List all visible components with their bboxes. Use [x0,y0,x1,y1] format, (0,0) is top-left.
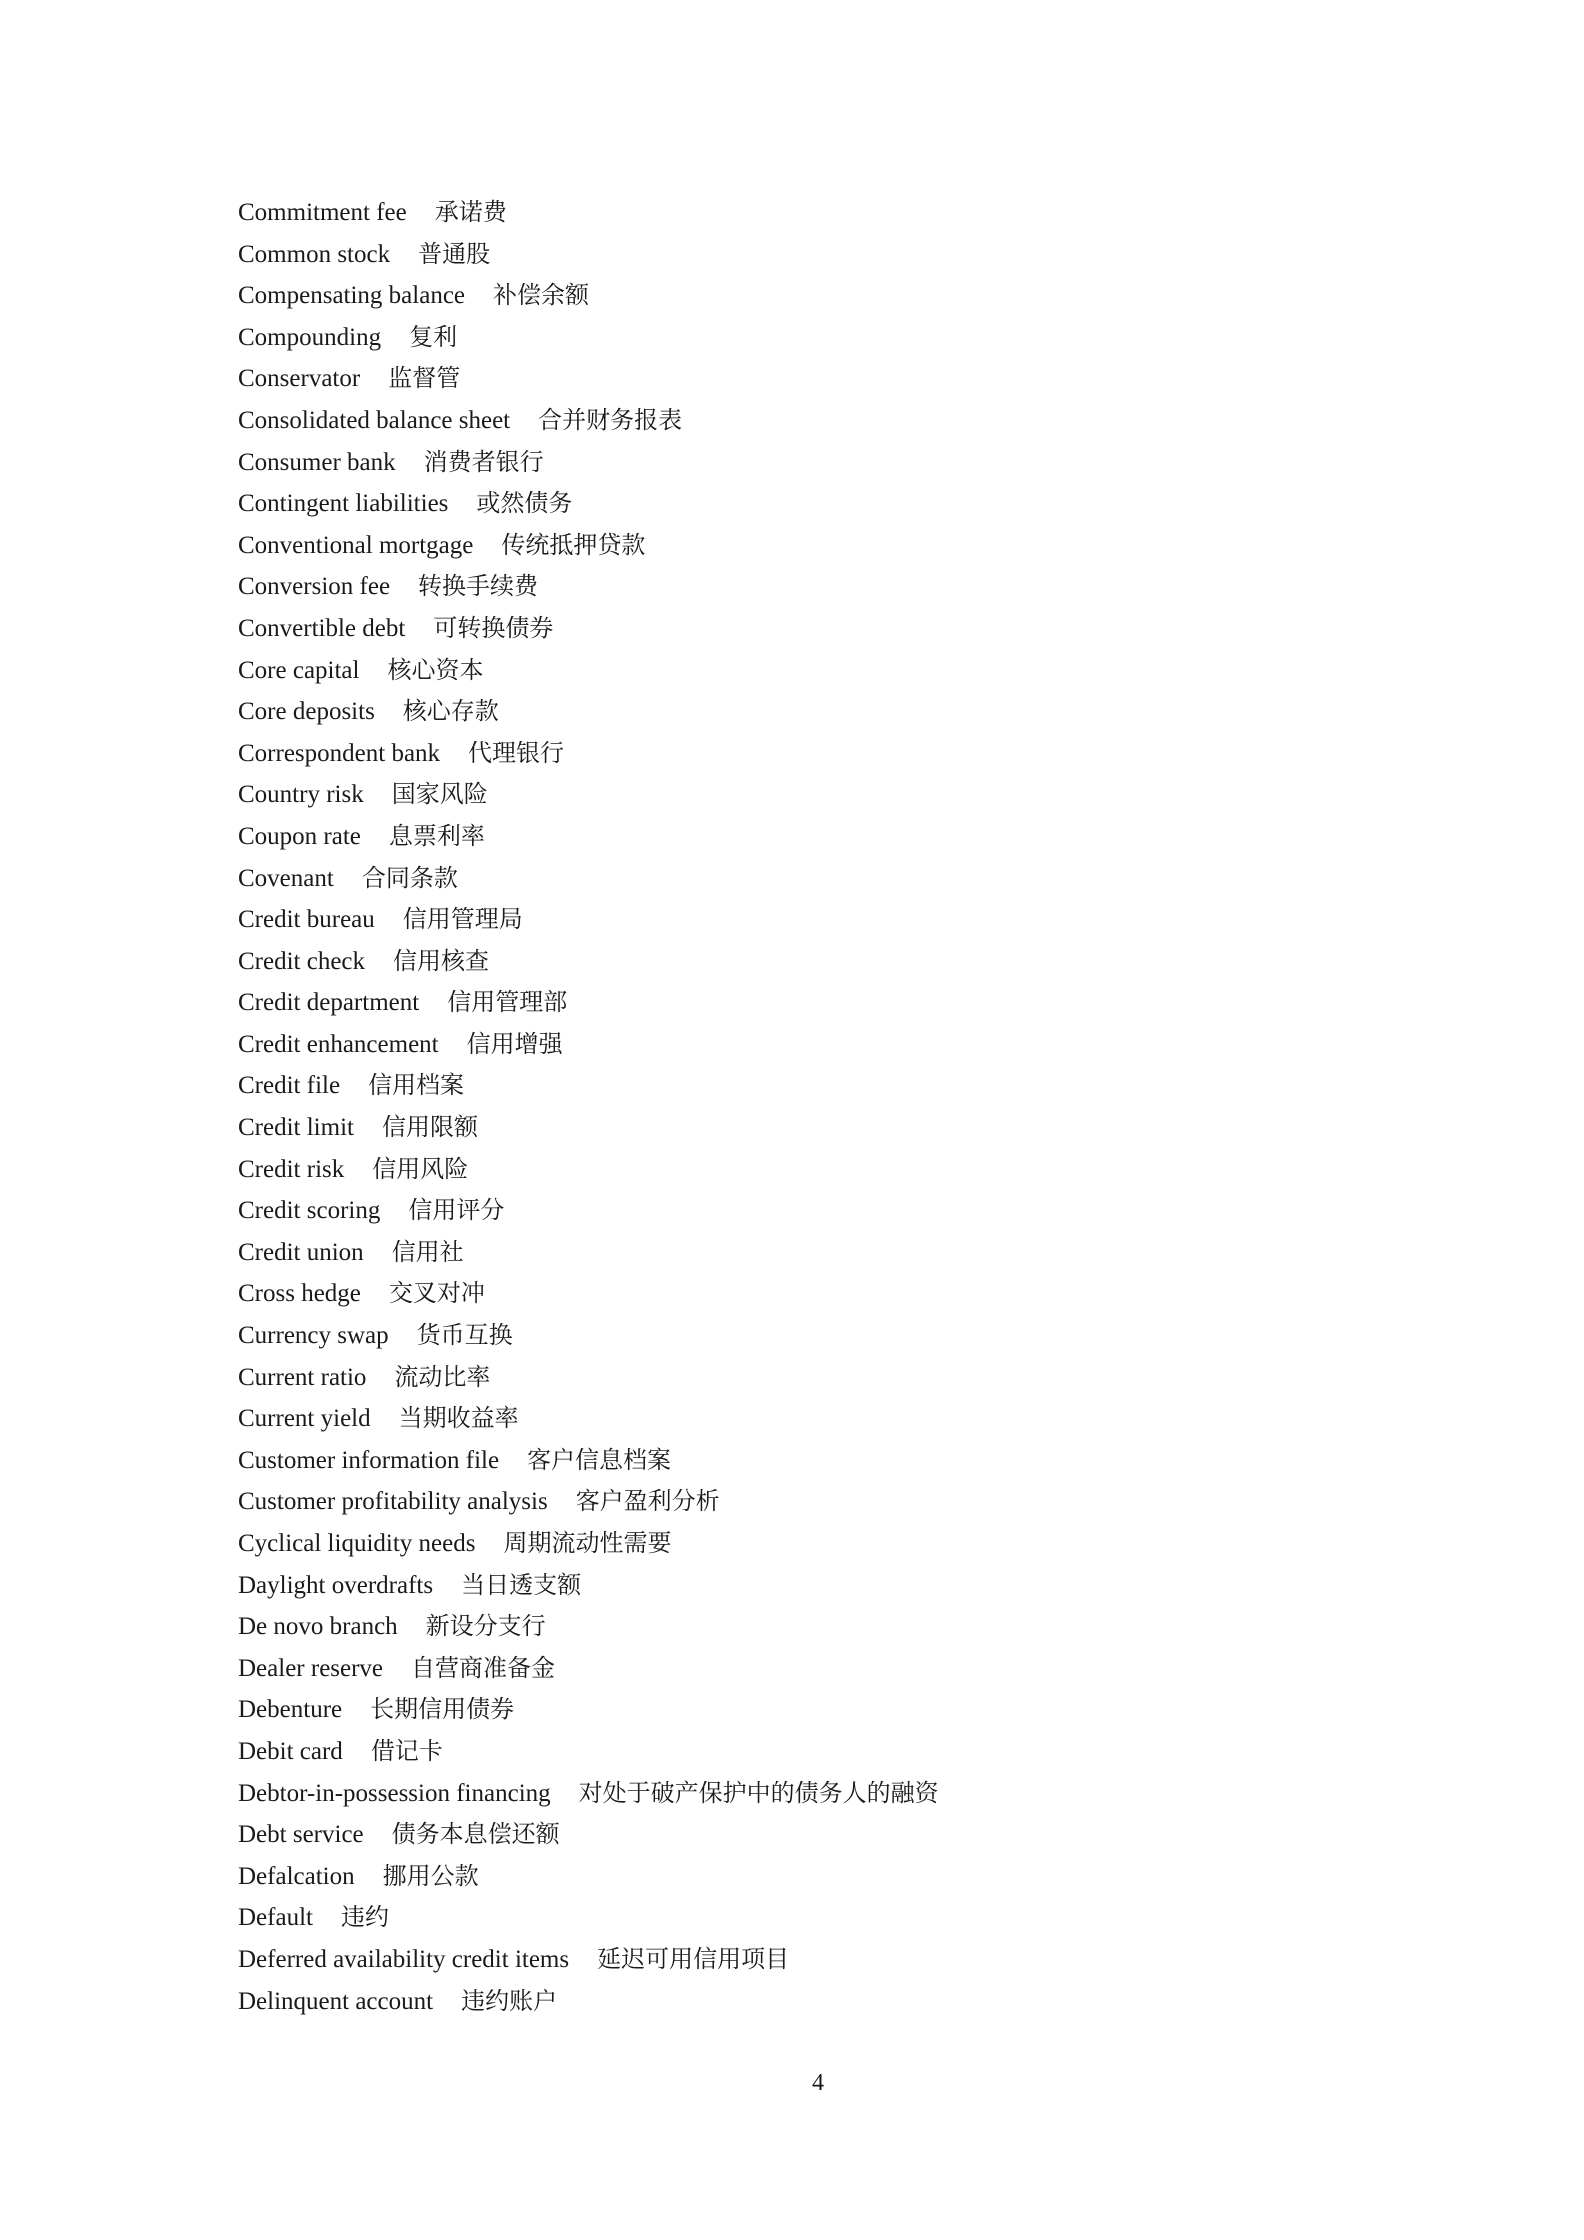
glossary-entry [238,1065,939,1107]
entry-translation: 借记卡 [370,1736,443,1765]
entry-translation: 信用社 [391,1237,464,1266]
entry-translation: 代理银行 [468,738,565,767]
entry-term: Defalcation [238,1862,355,1890]
glossary-entry [238,442,939,484]
entry-translation: 转换手续费 [418,572,539,601]
entry-term: Credit department [238,989,420,1017]
entry-term: Deferred availability credit items [238,1945,570,1973]
entry-term: Debenture [238,1696,343,1724]
entry-term: Credit bureau [238,906,375,934]
glossary-entry [238,1689,939,1731]
entry-translation: 信用增强 [466,1029,563,1058]
entry-translation: 对处于破产保护中的债务人的融资 [578,1778,939,1807]
entry-translation: 国家风险 [391,780,488,809]
entry-term: Core capital [238,656,360,684]
entry-translation: 普通股 [418,239,491,268]
entry-term: Credit scoring [238,1197,381,1225]
entry-translation: 补偿余额 [493,281,590,310]
entry-term: Customer information file [238,1446,500,1474]
glossary-entry [238,483,939,525]
entry-term: Credit enhancement [238,1030,439,1058]
entry-translation: 信用风险 [372,1154,469,1183]
glossary-entry [238,275,939,317]
entry-translation: 周期流动性需要 [503,1529,672,1557]
entry-translation: 当期收益率 [398,1404,519,1433]
entry-translation: 流动比率 [394,1362,491,1391]
entry-translation: 核心存款 [402,697,499,726]
glossary-entry [238,1024,939,1066]
entry-translation: 当日透支额 [461,1570,582,1599]
entry-term: Conventional mortgage [238,531,474,559]
entry-term: Credit limit [238,1114,354,1142]
entry-term: Consolidated balance sheet [238,406,511,434]
entry-term: Country risk [238,781,364,809]
entry-translation: 承诺费 [434,198,507,226]
entry-translation: 挪用公款 [382,1861,479,1890]
glossary-list [238,192,939,2022]
glossary-entry [238,1897,939,1939]
entry-term: Conversion fee [238,573,391,601]
entry-term: Daylight overdrafts [238,1571,434,1599]
glossary-entry [238,1398,939,1440]
entry-translation: 或然债务 [476,489,573,518]
entry-term: Default [238,1904,313,1932]
glossary-entry [238,982,939,1024]
entry-translation: 息票利率 [388,821,485,850]
glossary-entry [238,358,939,400]
entry-translation: 违约账户 [461,1986,558,2015]
entry-term: Debt service [238,1821,364,1849]
entry-term: Dealer reserve [238,1654,384,1682]
glossary-entry [238,1149,939,1191]
entry-translation: 货币互换 [416,1321,513,1350]
glossary-entry [238,1773,939,1815]
entry-translation: 信用限额 [381,1113,478,1142]
entry-term: Core deposits [238,698,375,726]
entry-term: Cyclical liquidity needs [238,1530,476,1557]
entry-term: De novo branch [238,1613,398,1641]
glossary-entry [238,774,939,816]
glossary-entry [238,733,939,775]
entry-translation: 客户信息档案 [527,1445,672,1474]
glossary-entry [238,1315,939,1357]
glossary-entry [238,1190,939,1232]
entry-translation: 自营商准备金 [411,1653,556,1682]
glossary-entry [238,525,939,567]
entry-translation: 复利 [409,322,458,351]
glossary-entry [238,1939,939,1981]
glossary-entry [238,192,939,234]
glossary-entry [238,317,939,359]
glossary-entry [238,1523,939,1565]
glossary-entry [238,816,939,858]
glossary-entry [238,941,939,983]
glossary-entry [238,234,939,276]
glossary-entry [238,1648,939,1690]
glossary-entry [238,608,939,650]
glossary-entry [238,1357,939,1399]
entry-term: Contingent liabilities [238,490,449,518]
entry-term: Credit risk [238,1155,345,1183]
entry-translation: 违约 [340,1903,389,1932]
entry-translation: 信用档案 [368,1071,465,1100]
glossary-entry [238,1731,939,1773]
glossary-entry [238,1232,939,1274]
entry-translation: 传统抵押贷款 [501,530,646,559]
entry-term: Debtor-in-possession financing [238,1779,551,1807]
entry-term: Correspondent bank [238,739,441,767]
glossary-entry [238,400,939,442]
entry-term: Cross hedge [238,1280,361,1308]
entry-translation: 信用管理局 [402,905,523,934]
entry-translation: 客户盈利分析 [575,1487,720,1516]
glossary-entry [238,650,939,692]
entry-term: Currency swap [238,1322,389,1350]
glossary-entry [238,691,939,733]
glossary-entry [238,899,939,941]
entry-translation: 债务本息偿还额 [391,1820,560,1849]
entry-translation: 消费者银行 [423,447,544,476]
entry-translation: 信用管理部 [447,988,568,1017]
glossary-entry [238,1606,939,1648]
entry-term: Consumer bank [238,448,396,476]
entry-term: Conservator [238,365,361,393]
entry-term: Delinquent account [238,1987,434,2015]
entry-translation: 监督管 [388,364,461,393]
entry-term: Credit file [238,1072,341,1100]
entry-translation: 长期信用债券 [370,1695,515,1724]
entry-term: Covenant [238,864,334,892]
entry-translation: 合并财务报表 [538,405,683,434]
glossary-entry [238,858,939,900]
entry-term: Current yield [238,1405,371,1433]
entry-term: Credit check [238,947,366,975]
entry-term: Customer profitability analysis [238,1488,548,1516]
entry-term: Compensating balance [238,282,466,310]
glossary-entry [238,1273,939,1315]
page-number: 4 [812,2070,824,2096]
entry-translation: 新设分支行 [425,1612,546,1641]
glossary-entry [238,1440,939,1482]
glossary-entry [238,1856,939,1898]
glossary-entry [238,566,939,608]
glossary-entry [238,1814,939,1856]
entry-translation: 可转换债券 [433,613,554,642]
entry-translation: 信用核查 [393,946,490,975]
glossary-entry [238,1981,939,2023]
entry-term: Common stock [238,240,391,268]
entry-translation: 信用评分 [408,1196,505,1225]
glossary-entry [238,1107,939,1149]
entry-term: Current ratio [238,1363,367,1391]
entry-translation: 交叉对冲 [388,1279,485,1308]
entry-term: Commitment fee [238,199,407,226]
glossary-entry [238,1481,939,1523]
glossary-entry [238,1565,939,1607]
entry-term: Coupon rate [238,822,361,850]
entry-term: Compounding [238,323,382,351]
entry-term: Debit card [238,1737,343,1765]
entry-translation: 核心资本 [387,655,484,684]
entry-translation: 合同条款 [361,863,458,892]
entry-term: Convertible debt [238,614,406,642]
entry-term: Credit union [238,1238,364,1266]
entry-translation: 延迟可用信用项目 [597,1944,790,1973]
